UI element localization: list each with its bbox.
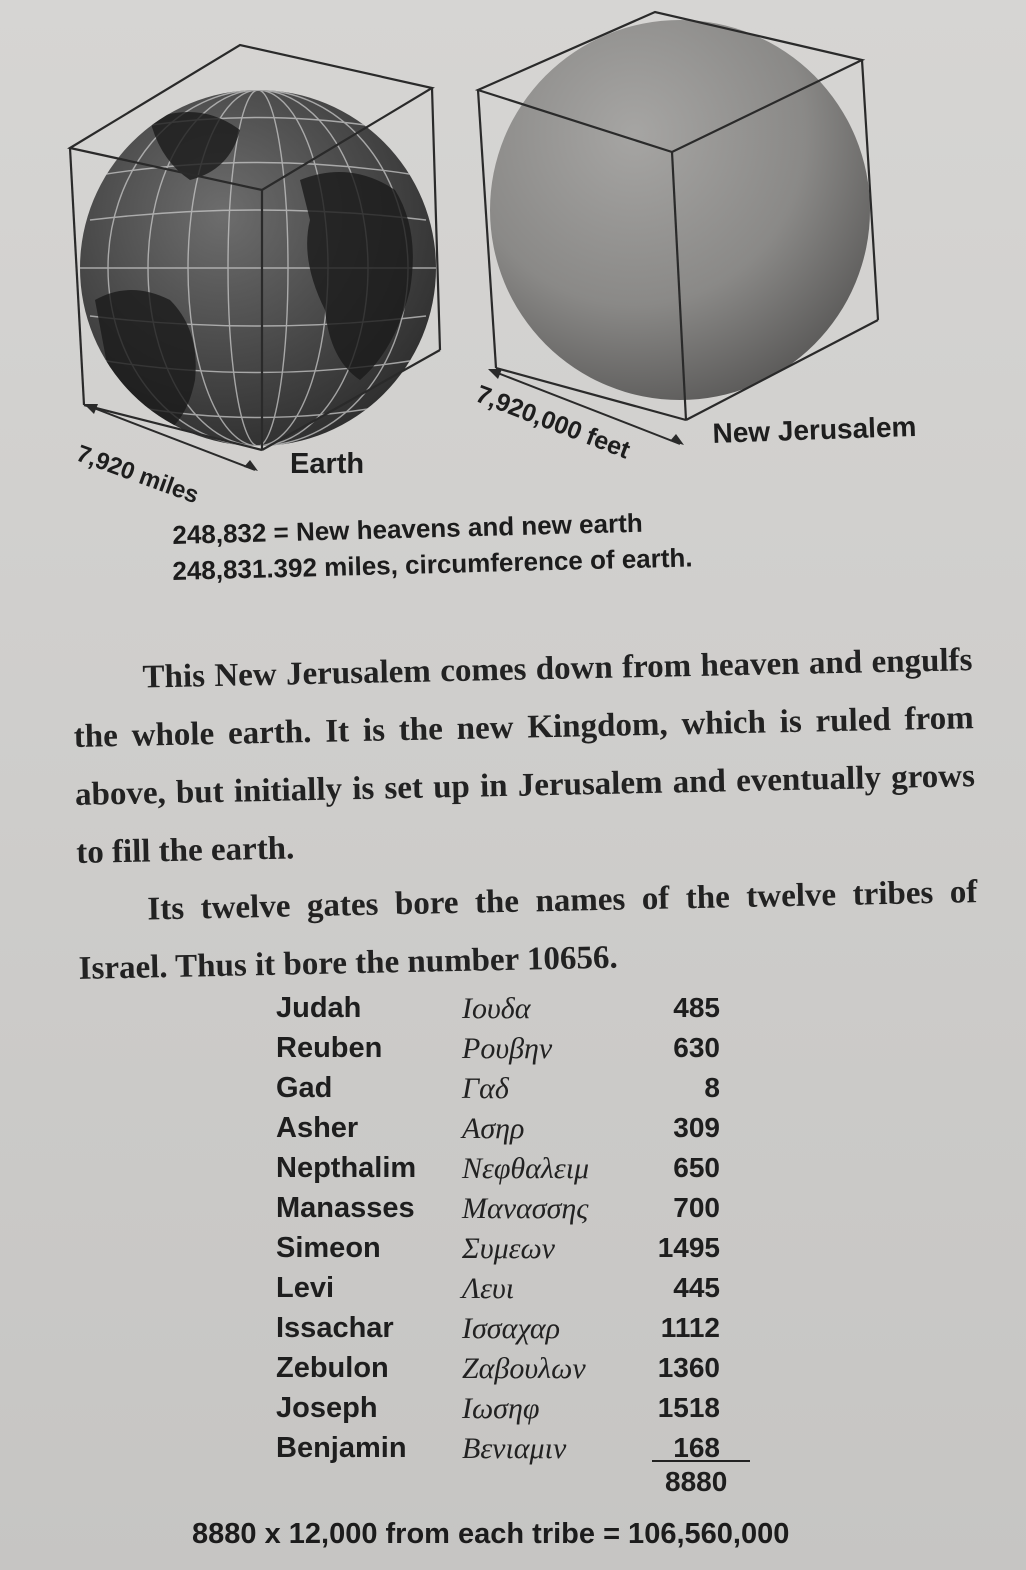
tribe-greek-name: Μανασσης: [462, 1192, 589, 1225]
tribes-table: [276, 990, 756, 1470]
table-row: [276, 990, 756, 1030]
tribe-name: Zebulon: [276, 1352, 389, 1384]
tribe-greek-name: Γαδ: [462, 1072, 509, 1105]
table-row: [276, 1430, 756, 1470]
final-calculation: 8880 x 12,000 from each tribe = 106,560,000: [192, 1518, 790, 1550]
tribe-name: Reuben: [276, 1032, 383, 1064]
tribe-value: 445: [673, 1272, 720, 1303]
table-row: [276, 1070, 756, 1110]
tribe-name: Issachar: [276, 1312, 394, 1344]
table-row: [276, 1110, 756, 1150]
tribe-name: Manasses: [276, 1192, 415, 1224]
tribe-name: Benjamin: [276, 1432, 407, 1464]
table-row: [276, 1150, 756, 1190]
earth-dimension-label: 7,920 miles: [72, 440, 203, 510]
tribe-greek-name: Συμεων: [462, 1232, 555, 1265]
tribe-greek-name: Ρουβην: [462, 1032, 553, 1065]
body-text: [72, 631, 979, 998]
tribe-name: Joseph: [276, 1392, 378, 1424]
paragraph-1: This New Jerusalem comes down from heaven and engulfs the whole earth. It is the new Kingdom, which is ruled from above, but initially is set up in Jerusalem and eventually grows to fill the earth.: [73, 642, 976, 871]
new-jerusalem-dimension-label: 7,920,000 feet: [471, 380, 634, 465]
tribe-greek-name: Λευι: [462, 1272, 515, 1305]
tribe-name: Gad: [276, 1072, 333, 1104]
sum-total: 8880: [665, 1466, 728, 1497]
tribe-greek-name: Ιωσηφ: [462, 1392, 540, 1425]
tribe-greek-name: Ιουδα: [462, 992, 531, 1025]
caption-line-2: 248,831.392 miles, circumference of earth.: [172, 542, 693, 586]
new-jerusalem-sphere: [490, 20, 870, 400]
table-row: [276, 1390, 756, 1430]
tribe-value: 1112: [660, 1312, 720, 1343]
tribe-value: 8: [704, 1072, 720, 1103]
tribe-value: 1360: [657, 1352, 720, 1383]
tribe-value: 485: [673, 992, 720, 1023]
tribe-greek-name: Ισσαχαρ: [462, 1312, 561, 1345]
table-row: [276, 1230, 756, 1270]
tribe-name: Judah: [276, 992, 362, 1024]
table-row: [276, 1030, 756, 1070]
caption-line-1: 248,832 = New heavens and new earth: [172, 507, 644, 550]
tribe-name: Asher: [276, 1112, 359, 1144]
paragraph-2: Its twelve gates bore the names of the twelve tribes of Israel. Thus it bore the number 10656.: [78, 874, 978, 987]
tribe-value: 309: [673, 1112, 720, 1143]
tribe-value: 168: [673, 1432, 720, 1463]
tribe-value: 1518: [657, 1392, 720, 1423]
table-row: [276, 1350, 756, 1390]
table-row: [276, 1310, 756, 1350]
tribe-value: 1495: [657, 1232, 720, 1263]
sum-divider: [652, 1460, 750, 1462]
tribe-greek-name: Ζαβουλων: [462, 1352, 586, 1385]
tribe-greek-name: Ασηρ: [462, 1112, 525, 1145]
new-jerusalem-label: New Jerusalem: [712, 410, 917, 449]
table-row: [276, 1190, 756, 1230]
tribe-name: Simeon: [276, 1232, 381, 1264]
tribe-name: Nepthalim: [276, 1152, 417, 1184]
earth-label: Earth: [290, 448, 365, 480]
earth-globe: [80, 90, 436, 446]
tribe-greek-name: Βενιαμιν: [462, 1432, 567, 1465]
tribe-name: Levi: [276, 1272, 335, 1304]
tribe-value: 630: [673, 1032, 720, 1063]
table-row: [276, 1270, 756, 1310]
tribe-greek-name: Νεφθαλειμ: [462, 1152, 590, 1185]
tribe-value: 700: [673, 1192, 720, 1223]
tribe-value: 650: [673, 1152, 720, 1183]
